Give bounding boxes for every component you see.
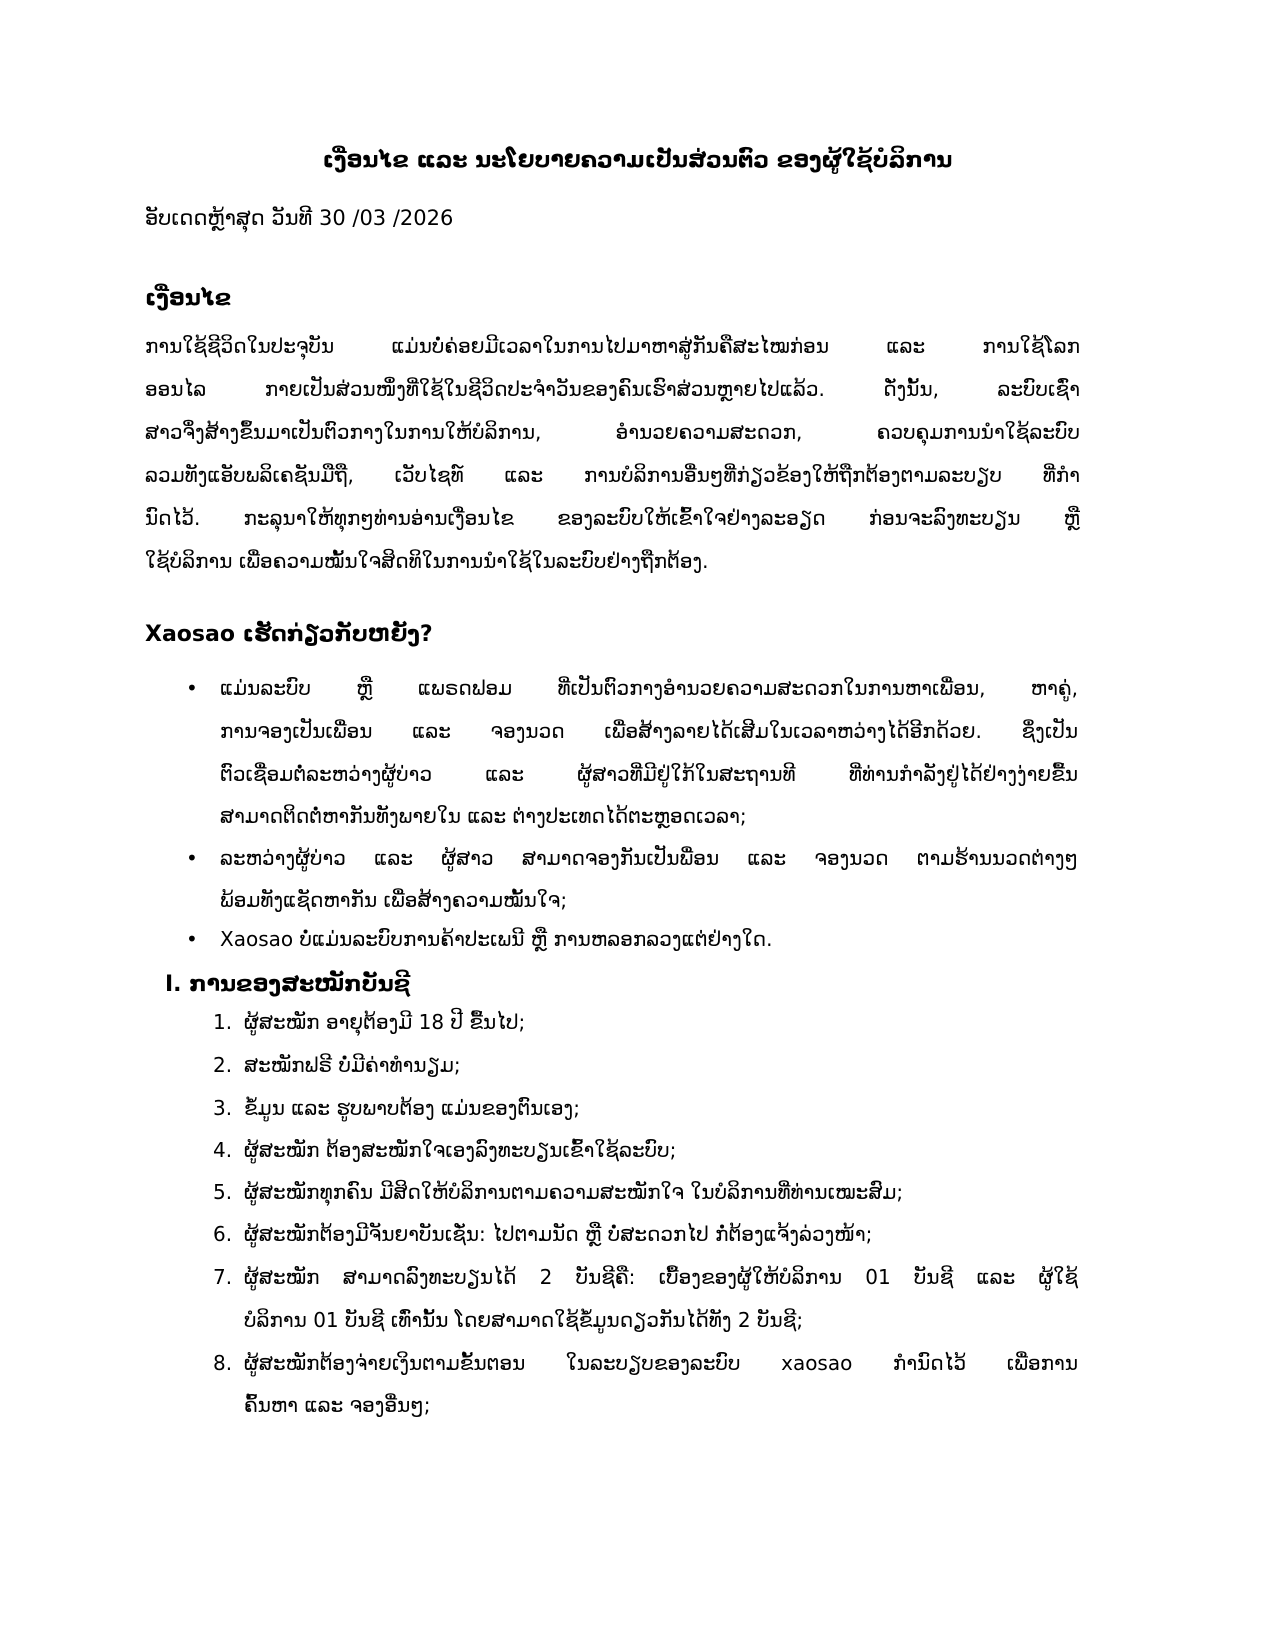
bullet-icon: • xyxy=(186,927,198,951)
list-item-line: ຜູ້ສະໝັກທຸກຄົນ ມີສິດໃຫ້ບໍລິການຕາມຄວາມສະໝັກໃຈ ໃນບໍລິການທີ່ທ່ານເໝະສົມ; xyxy=(244,1180,904,1204)
item-number: 1. xyxy=(213,1010,233,1034)
bullet-icon: • xyxy=(186,676,198,700)
item-number: 6. xyxy=(213,1222,233,1246)
section1-heading: I. ການຂອງສະໝັກບັນຊີ xyxy=(165,972,411,997)
list-item-line: ຜູ້ສະໝັກ ຕ້ອງສະໝັກໃຈເອງລົງທະບຽນເຂົ້າໃຊ້ລະບົບ; xyxy=(244,1138,677,1162)
about-heading: Xaosao ເຮັດກ່ຽວກັບຫຍັງ? xyxy=(145,622,433,647)
list-item-line: ຜູ້ສະໝັກ ສາມາດລົງທະບຽນໄດ້ 2 ບັນຊີຄື: ເບື້ອງຂອງຜູ້ໃຫ້ບໍລິການ 01 ບັນຊີ ແລະ ຜູ້ໃຊ້ xyxy=(244,1265,1078,1289)
list-item-line: ສະໝັກຟຣີ ບໍ່ມີຄ່າທຳນຽມ; xyxy=(244,1053,461,1077)
item-number: 7. xyxy=(213,1265,233,1289)
list-item-line: ຂໍ້ມູນ ແລະ ຮູບພາບຕ້ອງ ແມ່ນຂອງຕົນເອງ; xyxy=(244,1096,580,1120)
paragraph-line: ອອນໄລ ກາຍເປັນສ່ວນໜຶ່ງທີ່ໃຊ້ໃນຊີວິດປະຈຳວັນຂອງຄົນເຮົາສ່ວນຫຼາຍໄປແລ້ວ. ດັ່ງນັ້ນ, ລະບົບເຊົ່າ xyxy=(145,377,1080,401)
item-number: 4. xyxy=(213,1138,233,1162)
last-updated: ອັບເດດຫຼ້າສຸດ ວັນທີ 30 /03 /2026 xyxy=(145,206,454,230)
paragraph-line: ລວມທັງແອັບພລິເຄຊັນມືຖື, ເວັບໄຊທ໌ ແລະ ການບໍລິການອື່ນໆທີ່ກ່ຽວຂ້ອງໃຫ້ຖືກຕ້ອງຕາມລະບຽບ ທີ່ກຳ xyxy=(145,463,1080,487)
bullet-line: ແມ່ນລະບົບ ຫຼື ແພຣດຟອມ ທີ່ເປັນຕົວກາງອຳນວຍຄວາມສະດວກໃນການຫາເພື່ອນ, ຫາຄູ່, xyxy=(220,676,1078,700)
item-number: 5. xyxy=(213,1180,233,1204)
bullet-line: ພ້ອມທັງແຊັດຫາກັນ ເພື່ອສ້າງຄວາມໝັ້ນໃຈ; xyxy=(220,888,568,912)
document-title: ເງື່ອນໄຂ ແລະ ນະໂຍບາຍຄວາມເປັນສ່ວນຕົວ ຂອງຜູ້ໃຊ້ບໍລິການ xyxy=(322,148,953,173)
bullet-line: Xaosao ບໍ່ແມ່ນລະບົບການຄ້າປະເພນີ ຫຼື ການຫລອກລວງແຕ່ຢ່າງໃດ. xyxy=(220,927,773,951)
paragraph-line: ສາວຈຶ່ງສ້າງຂຶ້ນມາເປັນຕົວກາງໃນການໃຫ້ບໍລິການ, ອຳນວຍຄວາມສະດວກ, ຄວບຄຸມການນຳໃຊ້ລະບົບ xyxy=(145,420,1080,444)
item-number: 2. xyxy=(213,1053,233,1077)
bullet-icon: • xyxy=(186,846,198,870)
paragraph-line: ການໃຊ້ຊີວິດໃນປະຈຸບັນ ແມ່ນບໍ່ຄ່ອຍມີເວລາໃນການໄປມາຫາສູ່ກັນຄືສະໄໝກ່ອນ ແລະ ການໃຊ້ໂລກ xyxy=(145,334,1080,358)
paragraph-line: ໃຊ້ບໍລິການ ເພື່ອຄວາມໝັ້ນໃຈສິດທິໃນການນຳໃຊ້ໃນລະບົບຢ່າງຖືກຕ້ອງ. xyxy=(145,549,709,573)
bullet-line: ການຈອງເປັນເພື່ອນ ແລະ ຈອງນວດ ເພື່ອສ້າງລາຍໄດ້ເສີມໃນເວລາຫວ່າງໄດ້ອີກດ້ວຍ. ຊຶ່ງເປັນ xyxy=(220,719,1078,743)
list-item-line: ຜູ້ສະໝັກ ອາຍຸຕ້ອງມີ 18 ປີ ຂື້ນໄປ; xyxy=(244,1010,526,1034)
item-number: 8. xyxy=(213,1351,233,1375)
list-item-line: ຜູ້ສະໝັກຕ້ອງຈ່າຍເງິນຕາມຂັ້ນຕອນ ໃນລະບຽບຂອງລະບົບ xaosao ກຳນົດໄວ້ ເພື່ອການ xyxy=(244,1351,1078,1375)
list-item-line: ຜູ້ສະໝັກຕ້ອງມີຈັນຍາບັນເຊັ່ນ: ໄປຕາມນັດ ຫຼື ບໍ່ສະດວກໄປ ກໍ່ຕ້ອງແຈ້ງລ່ວງໜ້າ; xyxy=(244,1222,873,1246)
list-item-line: ບໍລິການ 01 ບັນຊີ ເທົ່ານັ້ນ ໂດຍສາມາດໃຊ້ຂໍ້ມູນດຽວກັນໄດ້ທັງ 2 ບັນຊີ; xyxy=(244,1308,804,1332)
paragraph-line: ນົດໄວ້. ກະລຸນາໃຫ້ທຸກໆທ່ານອ່ານເງື່ອນໄຂ ຂອງລະບົບໃຫ້ເຂົ້າໃຈຢ່າງລະອຽດ ກ່ອນຈະລົງທະບຽນ ຫຼື xyxy=(145,506,1080,530)
bullet-line: ລະຫວ່າງຜູ້ບ່າວ ແລະ ຜູ້ສາວ ສາມາດຈອງກັນເປັນພື່ອນ ແລະ ຈອງນວດ ຕາມຮ້ານນວດຕ່າງໆ xyxy=(220,846,1078,870)
list-item-line: ຄົ້ນຫາ ແລະ ຈອງອື່ນໆ; xyxy=(244,1393,431,1417)
terms-heading: ເງື່ອນໄຂ xyxy=(145,286,232,311)
bullet-line: ສາມາດຕິດຕໍ່ຫາກັນທັງພາຍໃນ ແລະ ຕ່າງປະເທດໄດ້ຕະຫຼອດເວລາ; xyxy=(220,804,747,828)
item-number: 3. xyxy=(213,1096,233,1120)
bullet-line: ຕົວເຊື່ອມຕໍ່ລະຫວ່າງຜູ້ບ່າວ ແລະ ຜູ້ສາວທີ່ມີຢູ່ໃກ້ໃນສະຖານທີ ທີ່ທ່ານກຳລັງຢູ່ໄດ້ຢ່າງງ່າຍຂື້ນ xyxy=(220,762,1078,786)
